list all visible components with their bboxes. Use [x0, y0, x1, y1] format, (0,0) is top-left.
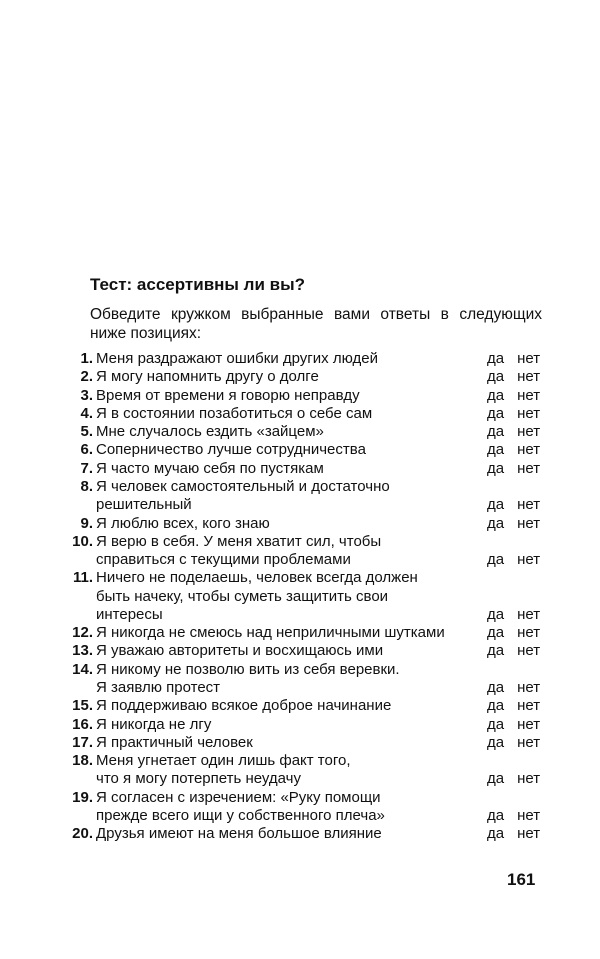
answer-yes[interactable]: да — [487, 459, 505, 477]
answer-yes[interactable]: да — [487, 825, 505, 843]
question-number: 1. — [80, 350, 93, 367]
question-text: Время от времени я говорю неправду — [96, 386, 360, 404]
test-title: Тест: ассертивны ли вы? — [90, 275, 305, 294]
question-line — [0, 606, 600, 624]
answer-options — [487, 734, 540, 752]
answer-options — [487, 606, 540, 624]
question-text: Я люблю всех, кого знаю — [96, 514, 270, 532]
answer-no[interactable]: нет — [517, 733, 541, 751]
answer-yes[interactable]: да — [487, 496, 505, 514]
question-text: Я поддерживаю всякое доброе начинание — [96, 697, 392, 715]
answer-yes[interactable]: да — [487, 605, 505, 623]
question-text: справиться с текущими проблемами — [96, 551, 351, 569]
question-number: 2. — [80, 368, 93, 386]
question-number: 11. — [72, 569, 93, 587]
question-text: Я верю в себя. У меня хватит сил, чтобы — [96, 532, 382, 550]
answer-options — [487, 551, 540, 569]
answer-options — [487, 825, 540, 843]
answer-yes[interactable]: да — [487, 642, 505, 660]
question-line — [0, 350, 600, 368]
answer-yes[interactable]: да — [487, 715, 505, 733]
answer-options — [487, 697, 540, 715]
answer-yes[interactable]: да — [487, 423, 505, 441]
answer-no[interactable]: нет — [517, 807, 541, 824]
question-text: прежде всего ищи у собственного плеча» — [96, 807, 385, 824]
question-line — [0, 496, 600, 514]
answer-no[interactable]: нет — [517, 386, 541, 404]
question-text: Меня угнетает один лишь факт того, — [96, 752, 351, 770]
question-number: 6. — [80, 441, 93, 459]
question-line — [0, 569, 600, 587]
question-text: Я в состоянии позаботиться о себе сам — [96, 404, 373, 422]
answer-no[interactable]: нет — [517, 825, 541, 843]
question-number: 9. — [80, 514, 93, 532]
question-number: 15. — [72, 697, 93, 715]
answer-options — [487, 350, 540, 368]
question-line — [0, 441, 600, 459]
answer-options — [487, 387, 540, 405]
answer-yes[interactable]: да — [487, 386, 505, 404]
answer-yes[interactable]: да — [487, 368, 505, 386]
answer-options — [487, 405, 540, 423]
answer-no[interactable]: нет — [517, 459, 541, 477]
question-line — [0, 515, 600, 533]
question-number: 14. — [72, 660, 93, 678]
question-line — [0, 588, 600, 606]
question-line — [0, 716, 600, 734]
answer-options — [487, 716, 540, 734]
question-number: 5. — [80, 423, 93, 441]
question-text: Друзья имеют на меня большое влияние — [96, 825, 382, 843]
answer-yes[interactable]: да — [487, 551, 505, 569]
question-text: решительный — [96, 496, 192, 514]
question-text: Я могу напомнить другу о долге — [96, 368, 319, 386]
question-number: 18. — [72, 752, 93, 770]
question-number: 12. — [72, 624, 93, 642]
question-number: 16. — [72, 715, 93, 733]
question-line — [0, 551, 600, 569]
answer-yes[interactable]: да — [487, 350, 505, 367]
question-text: быть начеку, чтобы суметь защитить свои — [96, 587, 389, 605]
answer-yes[interactable]: да — [487, 770, 505, 788]
question-line — [0, 697, 600, 715]
answer-yes[interactable]: да — [487, 697, 505, 715]
answer-options — [487, 770, 540, 788]
answer-no[interactable]: нет — [517, 770, 541, 788]
question-text: Я никогда не смеюсь над неприличными шутками — [96, 624, 445, 642]
question-text: Я никому не позволю вить из себя веревки. — [96, 660, 400, 678]
question-line — [0, 770, 600, 788]
question-text: Меня раздражают ошибки других людей — [96, 350, 378, 367]
answer-no[interactable]: нет — [517, 605, 541, 623]
answer-no[interactable]: нет — [517, 404, 541, 422]
question-line — [0, 642, 600, 660]
answer-yes[interactable]: да — [487, 679, 505, 697]
question-line — [0, 387, 600, 405]
question-text: Мне случалось ездить «зайцем» — [96, 423, 324, 441]
question-text: Я уважаю авторитеты и восхищаюсь ими — [96, 642, 384, 660]
page-number: 161 — [507, 870, 536, 889]
question-text: что я могу потерпеть неудачу — [96, 770, 301, 788]
question-text: Я часто мучаю себя по пустякам — [96, 459, 324, 477]
answer-options — [487, 515, 540, 533]
question-line — [0, 405, 600, 423]
question-line — [0, 807, 600, 825]
question-line — [0, 423, 600, 441]
question-text: Я человек самостоятельный и достаточно — [96, 477, 390, 495]
answer-no[interactable]: нет — [517, 624, 541, 642]
answer-yes[interactable]: да — [487, 441, 505, 459]
question-line — [0, 789, 600, 807]
question-number: 4. — [80, 404, 93, 422]
question-number: 19. — [72, 788, 93, 806]
answer-yes[interactable]: да — [487, 514, 505, 532]
answer-options — [487, 624, 540, 642]
question-line — [0, 825, 600, 843]
question-text: Соперничество лучше сотрудничества — [96, 441, 366, 459]
answer-options — [487, 423, 540, 441]
answer-no[interactable]: нет — [517, 679, 541, 697]
question-line — [0, 624, 600, 642]
answer-yes[interactable]: да — [487, 404, 505, 422]
question-text: интересы — [96, 605, 163, 623]
question-text: Я никогда не лгу — [96, 715, 212, 733]
answer-options — [487, 460, 540, 478]
answer-options — [487, 368, 540, 386]
question-text: Я заявлю протест — [96, 679, 221, 697]
question-number: 20. — [72, 825, 93, 843]
answer-no[interactable]: нет — [517, 350, 541, 367]
question-line — [0, 734, 600, 752]
answer-yes[interactable]: да — [487, 807, 505, 824]
question-line — [0, 752, 600, 770]
answer-options — [487, 496, 540, 514]
answer-no[interactable]: нет — [517, 496, 541, 514]
question-line — [0, 533, 600, 551]
answer-no[interactable]: нет — [517, 514, 541, 532]
question-text: Ничего не поделаешь, человек всегда должен — [96, 569, 418, 587]
question-number: 3. — [80, 386, 93, 404]
question-text: Я согласен с изречением: «Руку помощи — [96, 788, 381, 806]
answer-yes[interactable]: да — [487, 624, 505, 642]
answer-options — [487, 807, 540, 825]
question-text: Я практичный человек — [96, 733, 253, 751]
question-number: 7. — [80, 459, 93, 477]
question-line — [0, 661, 600, 679]
question-line — [0, 368, 600, 386]
answer-options — [487, 642, 540, 660]
question-line — [0, 478, 600, 496]
answer-no[interactable]: нет — [517, 368, 541, 386]
question-number: 10. — [72, 532, 93, 550]
question-number: 17. — [72, 733, 93, 751]
answer-no[interactable]: нет — [517, 642, 541, 660]
answer-yes[interactable]: да — [487, 733, 505, 751]
answer-no[interactable]: нет — [517, 715, 541, 733]
answer-options — [487, 679, 540, 697]
question-line — [0, 679, 600, 697]
answer-no[interactable]: нет — [517, 697, 541, 715]
answer-options — [487, 441, 540, 459]
answer-no[interactable]: нет — [517, 441, 541, 459]
question-line — [0, 460, 600, 478]
answer-no[interactable]: нет — [517, 423, 541, 441]
answer-no[interactable]: нет — [517, 551, 541, 569]
test-instructions: Обведите кружком выбранные вами ответы в следующих ниже позициях: — [90, 306, 542, 342]
question-number: 13. — [72, 642, 93, 660]
question-number: 8. — [80, 477, 93, 495]
